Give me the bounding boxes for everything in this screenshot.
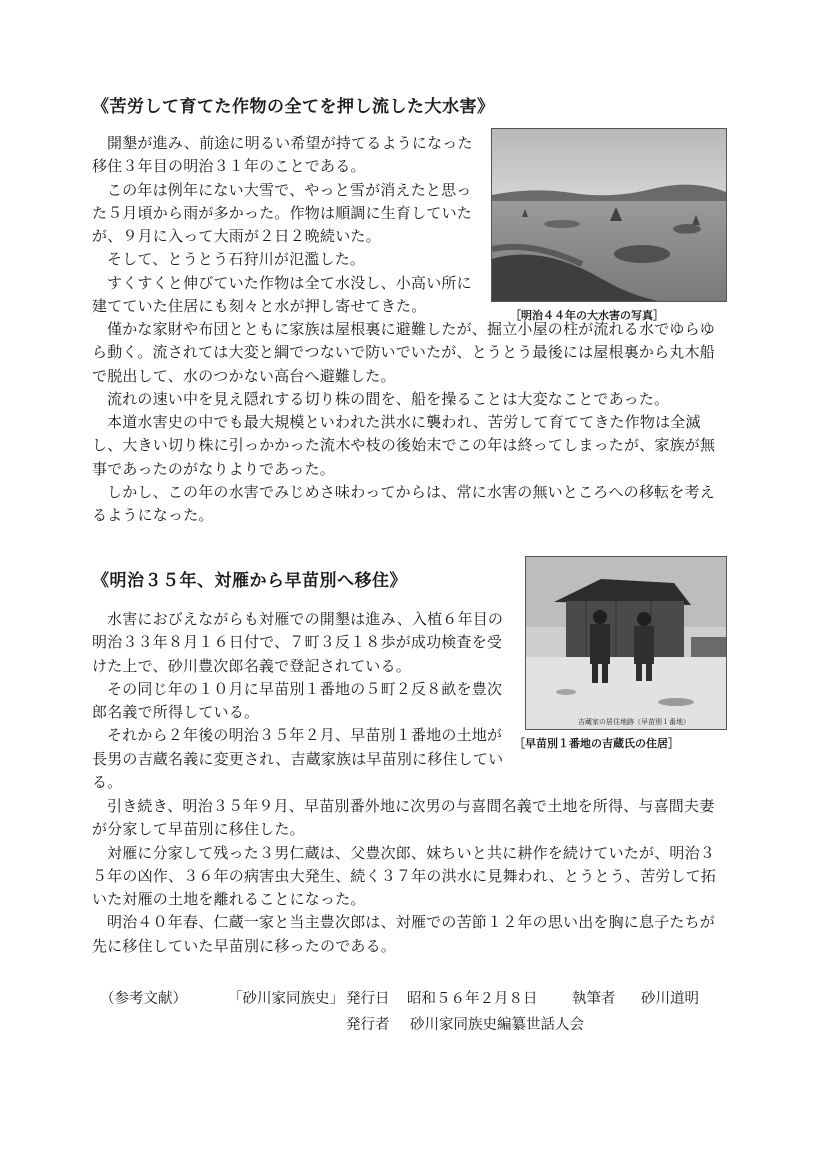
paragraph: 対雁に分家して残った３男仁蔵は、父豊次郎、妹ちいと共に耕作を続けていたが、明治３５年の凶作、３６年の病害虫大発生、続く３７年の洪水に見舞われ、とうとう、苦労して拓いた対雁の土地を離れることになった。 [92, 843, 717, 909]
paragraph: この年は例年にない大雪で、やっと雪が消えたと思った５月頃から雨が多かった。作物は順調に生育していたが、９月に入って大雨が２日２晩続いた。 [92, 180, 473, 246]
reference-date: 昭和５６年２月８日 [407, 991, 538, 1007]
paragraph: 引き続き、明治３５年９月、早苗別番外地に次男の与喜間名義で土地を所得、与喜間夫妻が分家して早苗別に移住した。 [92, 797, 715, 839]
paragraph: 本道水害史の中でも最大規模といわれた洪水に襲われ、苦労して育ててきた作物は全滅し、大きい切り株に引っかかった流木や枝の後始末でこの年は終ってしまったが、家族が無事であったのがなりよりであった。 [92, 413, 716, 478]
reference-date-label: 発行日 [346, 991, 390, 1007]
paragraph: その同じ年の１０月に早苗別１番地の５町２反８畝を豊次郎名義で所得している。 [92, 679, 503, 722]
flood-photo-caption: ［明治４４年の大水害の写真］ [510, 309, 664, 322]
reference-publisher: 砂川家同族史編纂世話人会 [410, 1017, 584, 1033]
reference-label: （参考文献） [100, 991, 187, 1007]
paragraph: 流れの速い中を見え隠れする切り株の間を、船を操ることは大変なことであった。 [107, 389, 670, 408]
reference-publisher-label: 発行者 [346, 1017, 390, 1033]
reference-author: 砂川道明 [641, 991, 699, 1007]
paragraph: 明治４０年春、仁蔵一家と当主豊次郎は、対雁での苦節１２年の思い出を胸に息子たちが先に移住していた早苗別に移ったのである。 [92, 913, 716, 955]
section2-heading: 《明治３５年、対雁から早苗別へ移住》 [92, 571, 407, 591]
house-photo-inner-caption: 吉蔵家の居住地跡（早苗別１番地） [578, 718, 690, 726]
house-photo-caption: ［早苗別１番地の吉蔵氏の住居］ [514, 737, 679, 750]
paragraph: すくすくと伸びていた作物は全て水没し、小高い所に建てていた住居にも刻々と水が押し寄せてきた。 [92, 273, 472, 316]
paragraph: 開墾が進み、前途に明るい希望が持てるようになった移住３年目の明治３１年のことである。 [92, 134, 473, 176]
reference-title: 「砂川家同族史」 [228, 991, 344, 1007]
reference-author-label: 執筆者 [572, 991, 616, 1007]
paragraph: しかし、この年の水害でみじめさ味わってからは、常に水害の無いところへの移転を考えるようになった。 [92, 483, 715, 525]
paragraph: 水害におびえながらも対雁での開墾は進み、入植６年目の明治３３年８月１６日付で、７町３反１８歩が成功検査を受けた上で、砂川豊次郎名義で登記されている。 [92, 610, 504, 675]
paragraph: そして、とうとう石狩川が氾濫した。 [107, 250, 366, 269]
section1-heading: 《苦労して育てた作物の全てを押し流した大水害》 [92, 97, 495, 117]
paragraph: 僅かな家財や布団とともに家族は屋根裏に避難したが、掘立小屋の柱が流れる水でゆらゆら動く。流されては大変と綱でつないで防いでいたが、とうとう最後には屋根裏から丸木船で脱出して、水のつかない高台へ避難した。 [92, 320, 716, 385]
paragraph: それから２年後の明治３５年２月、早苗別１番地の土地が長男の吉蔵名義に変更され、吉蔵家族は早苗別に移住している。 [92, 726, 504, 792]
